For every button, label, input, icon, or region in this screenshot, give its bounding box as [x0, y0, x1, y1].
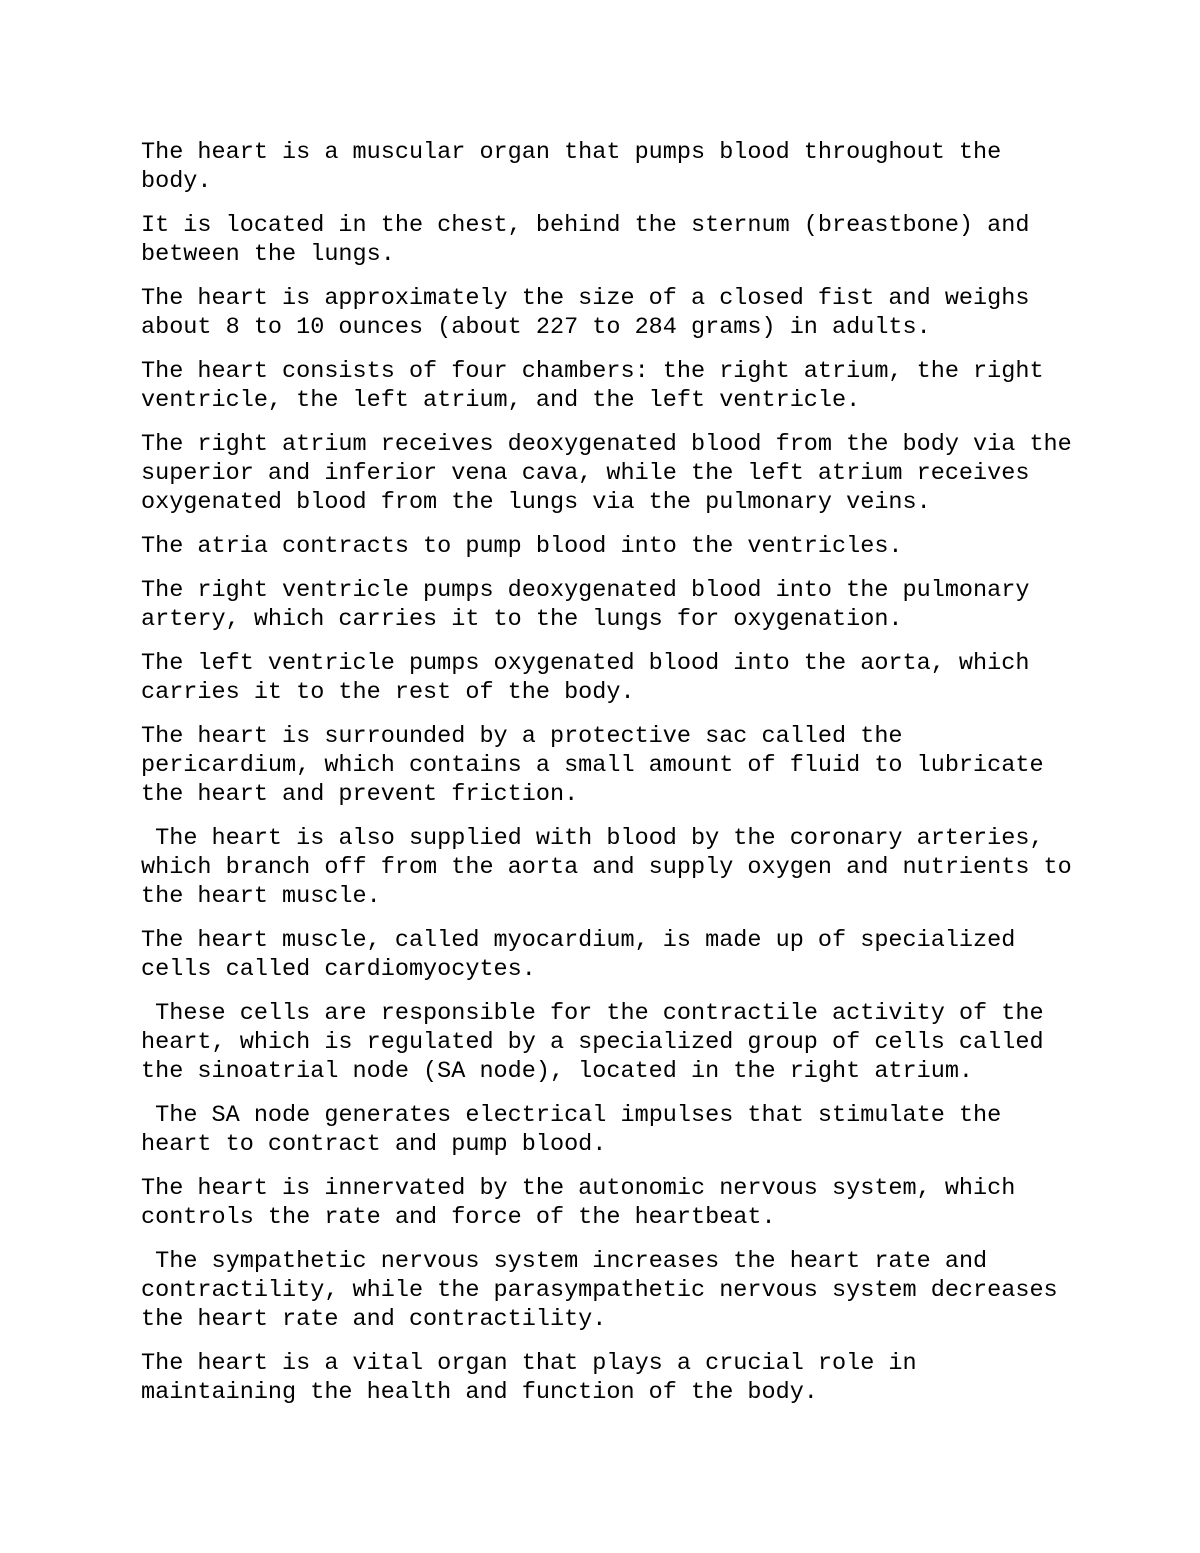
paragraph: The heart is also supplied with blood by the coronary arteries, which branch off from the aorta and supply oxygen and nutrients to the heart muscle.: [141, 825, 1086, 910]
paragraph: The right ventricle pumps deoxygenated blood into the pulmonary artery, which carries it to the lungs for oxygenation.: [141, 577, 1044, 633]
paragraph: These cells are responsible for the contractile activity of the heart, which is regulated by a specialized group of cells called the sinoatrial node (SA node), located in the right atrium.: [141, 1000, 1058, 1085]
paragraph: The heart is a vital organ that plays a crucial role in maintaining the health and function of the body.: [141, 1350, 931, 1406]
document-body: [141, 138, 1086, 1422]
paragraph: The atria contracts to pump blood into the ventricles.: [141, 533, 903, 560]
paragraph: The heart is innervated by the autonomic nervous system, which controls the rate and force of the heartbeat.: [141, 1175, 1030, 1231]
paragraph: The heart is approximately the size of a closed fist and weighs about 8 to 10 ounces (about 227 to 284 grams) in adults.: [141, 285, 1044, 341]
paragraph: The heart muscle, called myocardium, is made up of specialized cells called cardiomyocytes.: [141, 927, 1030, 983]
paragraph: The heart is surrounded by a protective sac called the pericardium, which contains a small amount of fluid to lubricate the heart and prevent friction.: [141, 723, 1058, 808]
paragraph: The left ventricle pumps oxygenated blood into the aorta, which carries it to the rest of the body.: [141, 650, 1044, 706]
paragraph: The sympathetic nervous system increases the heart rate and contractility, while the parasympathetic nervous system decreases the heart rate and contractility.: [141, 1248, 1072, 1333]
paragraph: The right atrium receives deoxygenated blood from the body via the superior and inferior vena cava, while the left atrium receives oxygenated blood from the lungs via the pulmonary veins.: [141, 431, 1086, 516]
paragraph: The heart consists of four chambers: the right atrium, the right ventricle, the left atrium, and the left ventricle.: [141, 358, 1058, 414]
paragraph: The SA node generates electrical impulses that stimulate the heart to contract and pump blood.: [141, 1102, 1016, 1158]
paragraph: It is located in the chest, behind the sternum (breastbone) and between the lungs.: [141, 212, 1044, 268]
paragraph: The heart is a muscular organ that pumps blood throughout the body.: [141, 139, 1016, 195]
